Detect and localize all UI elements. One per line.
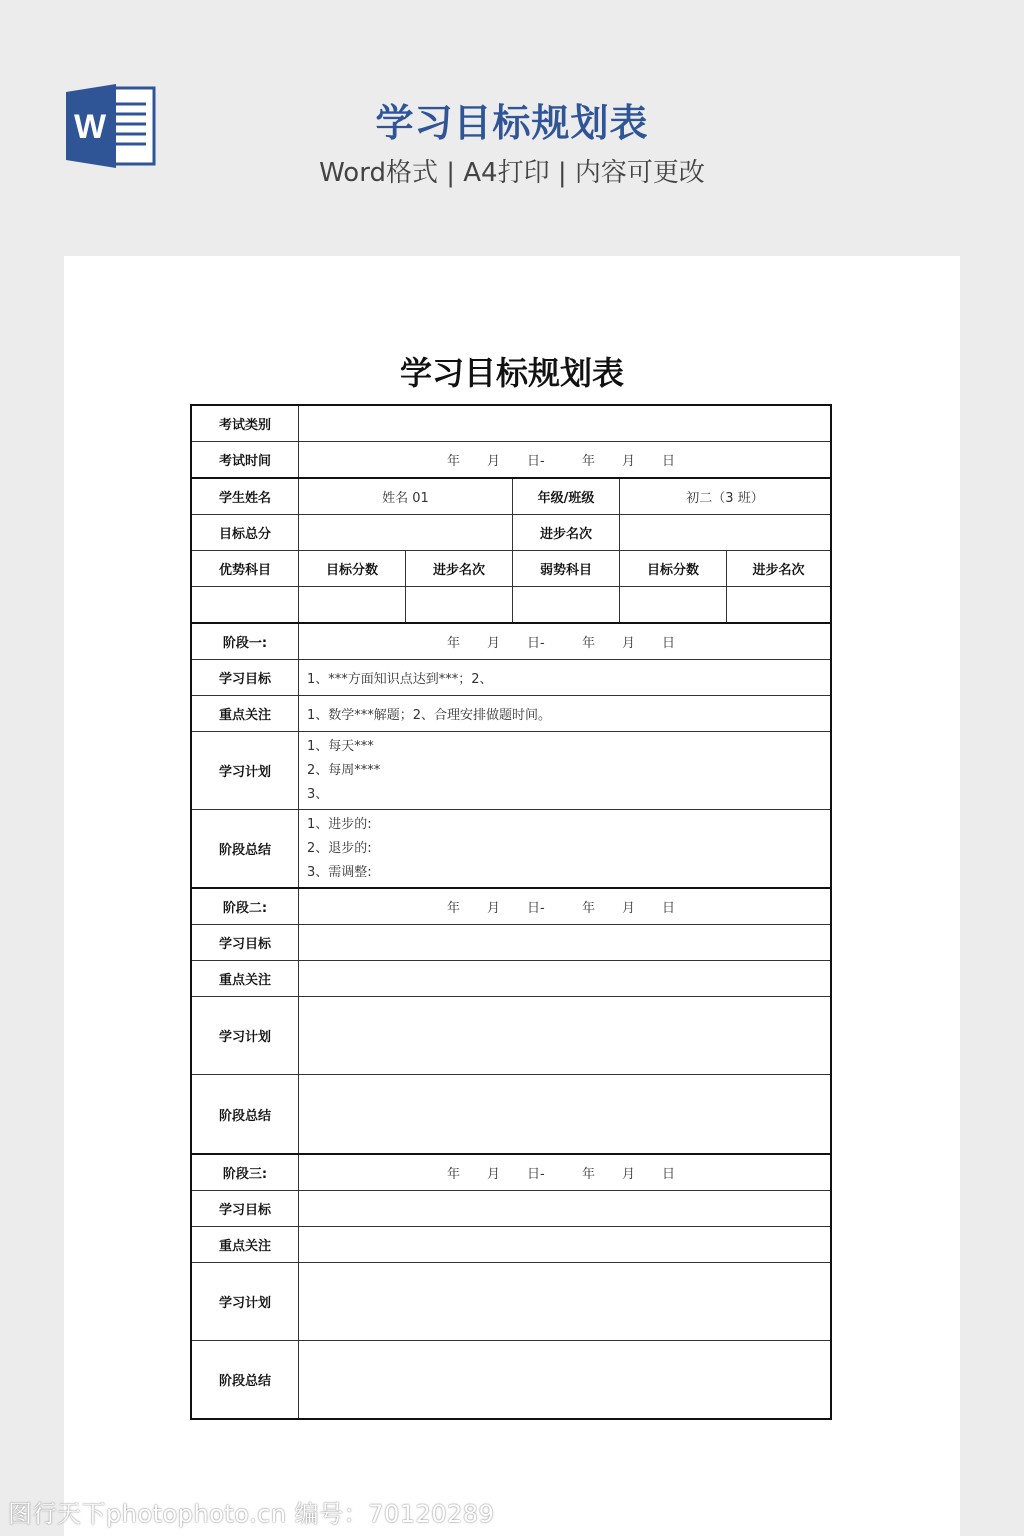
stage-2-plan-field[interactable] — [298, 997, 830, 1074]
stage-1-plan-label: 学习计划 — [218, 765, 271, 780]
col-progress-rank: 进步名次 — [726, 551, 830, 586]
stage-3-label: 阶段三: — [222, 1167, 268, 1182]
summary-line: 3、需调整: — [307, 864, 372, 880]
stage-2-focus-field[interactable] — [298, 961, 830, 996]
weak-subject-field[interactable] — [512, 587, 619, 622]
document-page — [64, 256, 960, 1536]
stage-1-plan-field[interactable] — [298, 732, 830, 809]
stage-3-plan-label: 学习计划 — [218, 1296, 271, 1311]
table-row — [192, 695, 830, 731]
stage-1-date-field[interactable]: 年 月 日- 年 月 日 — [298, 624, 830, 659]
svg-text:W: W — [73, 108, 107, 146]
document-title: 学习目标规划表 — [399, 354, 624, 392]
stage-3-focus-field[interactable] — [298, 1227, 830, 1262]
stage-3-focus-label: 重点关注 — [218, 1239, 271, 1254]
table-row — [192, 809, 830, 887]
table-row — [192, 659, 830, 695]
header-subtitle: Word格式 | A4打印 | 内容可更改 — [319, 158, 705, 188]
stage-3-summary-field[interactable] — [298, 1341, 830, 1418]
plan-line: 2、每周**** — [307, 762, 381, 778]
subject-input-row — [192, 586, 830, 622]
stage-2-summary-field[interactable] — [298, 1075, 830, 1153]
progress-rank-field[interactable] — [726, 587, 830, 622]
col-target-score: 目标分数 — [619, 551, 726, 586]
stage-3-date-field[interactable]: 年 月 日- 年 月 日 — [298, 1155, 830, 1190]
plan-line: 3、 — [307, 786, 329, 802]
stage-2-summary-label: 阶段总结 — [218, 1108, 271, 1124]
stage-2-label: 阶段二: — [222, 901, 268, 916]
stage-1-goal-field[interactable]: 1、***方面知识点达到***；2、 — [298, 660, 830, 695]
student-name-label: 学生姓名 — [218, 491, 271, 506]
stage-1-row — [192, 622, 830, 659]
table-row — [192, 1340, 830, 1418]
exam-type-label: 考试类别 — [218, 418, 271, 433]
col-progress-rank: 进步名次 — [405, 551, 512, 586]
stage-1-focus-label: 重点关注 — [218, 708, 271, 723]
stage-1-goal-label: 学习目标 — [218, 672, 271, 687]
stage-2-date-field[interactable]: 年 月 日- 年 月 日 — [298, 889, 830, 924]
strong-subject-field[interactable] — [192, 587, 298, 622]
target-total-label: 目标总分 — [218, 527, 271, 542]
target-score-field[interactable] — [298, 587, 405, 622]
stage-1-summary-label: 阶段总结 — [218, 843, 271, 858]
stage-2-goal-field[interactable] — [298, 925, 830, 960]
table-row — [192, 1226, 830, 1262]
grade-class-label: 年级/班级 — [512, 479, 619, 514]
exam-time-field[interactable]: 年 月 日- 年 月 日 — [298, 442, 830, 477]
stage-2-focus-label: 重点关注 — [218, 973, 271, 988]
exam-time-label: 考试时间 — [218, 454, 271, 469]
table-row — [192, 924, 830, 960]
progress-rank-field[interactable] — [619, 515, 830, 550]
header-title: 学习目标规划表 — [375, 101, 649, 145]
target-total-field[interactable] — [298, 515, 512, 550]
col-weak-subject: 弱势科目 — [512, 551, 619, 586]
stage-1-label: 阶段一: — [222, 636, 268, 651]
watermark: 图行天下photophoto.cn 编号：70120289 — [8, 1500, 495, 1528]
plan-table — [190, 404, 832, 1420]
stage-3-goal-label: 学习目标 — [218, 1203, 271, 1218]
stage-3-plan-field[interactable] — [298, 1263, 830, 1340]
col-target-score: 目标分数 — [298, 551, 405, 586]
stage-3-row — [192, 1153, 830, 1190]
table-row — [192, 996, 830, 1074]
header — [0, 0, 1024, 250]
grade-class-field[interactable]: 初二（3 班） — [619, 479, 830, 514]
summary-line: 1、进步的: — [307, 816, 372, 832]
student-name-field[interactable]: 姓名 01 — [298, 479, 512, 514]
stage-3-summary-label: 阶段总结 — [218, 1374, 271, 1389]
col-strong-subject: 优势科目 — [218, 563, 271, 578]
table-row — [192, 1074, 830, 1153]
target-score-field[interactable] — [619, 587, 726, 622]
stage-2-plan-label: 学习计划 — [218, 1030, 271, 1045]
exam-type-field[interactable] — [298, 406, 830, 441]
table-row — [192, 731, 830, 809]
table-row — [192, 441, 830, 477]
stage-1-summary-field[interactable] — [298, 810, 830, 887]
table-row — [192, 406, 830, 441]
table-row — [192, 514, 830, 550]
table-row — [192, 960, 830, 996]
stage-1-focus-field[interactable]: 1、数学***解题；2、合理安排做题时间。 — [298, 696, 830, 731]
table-row — [192, 1190, 830, 1226]
summary-line: 2、退步的: — [307, 840, 372, 856]
table-row — [192, 1262, 830, 1340]
progress-rank-field[interactable] — [405, 587, 512, 622]
plan-line: 1、每天*** — [307, 738, 374, 754]
stage-3-goal-field[interactable] — [298, 1191, 830, 1226]
progress-rank-label: 进步名次 — [512, 515, 619, 550]
table-row — [192, 477, 830, 514]
stage-2-row — [192, 887, 830, 924]
stage-2-goal-label: 学习目标 — [218, 937, 271, 952]
subject-header-row — [192, 550, 830, 586]
